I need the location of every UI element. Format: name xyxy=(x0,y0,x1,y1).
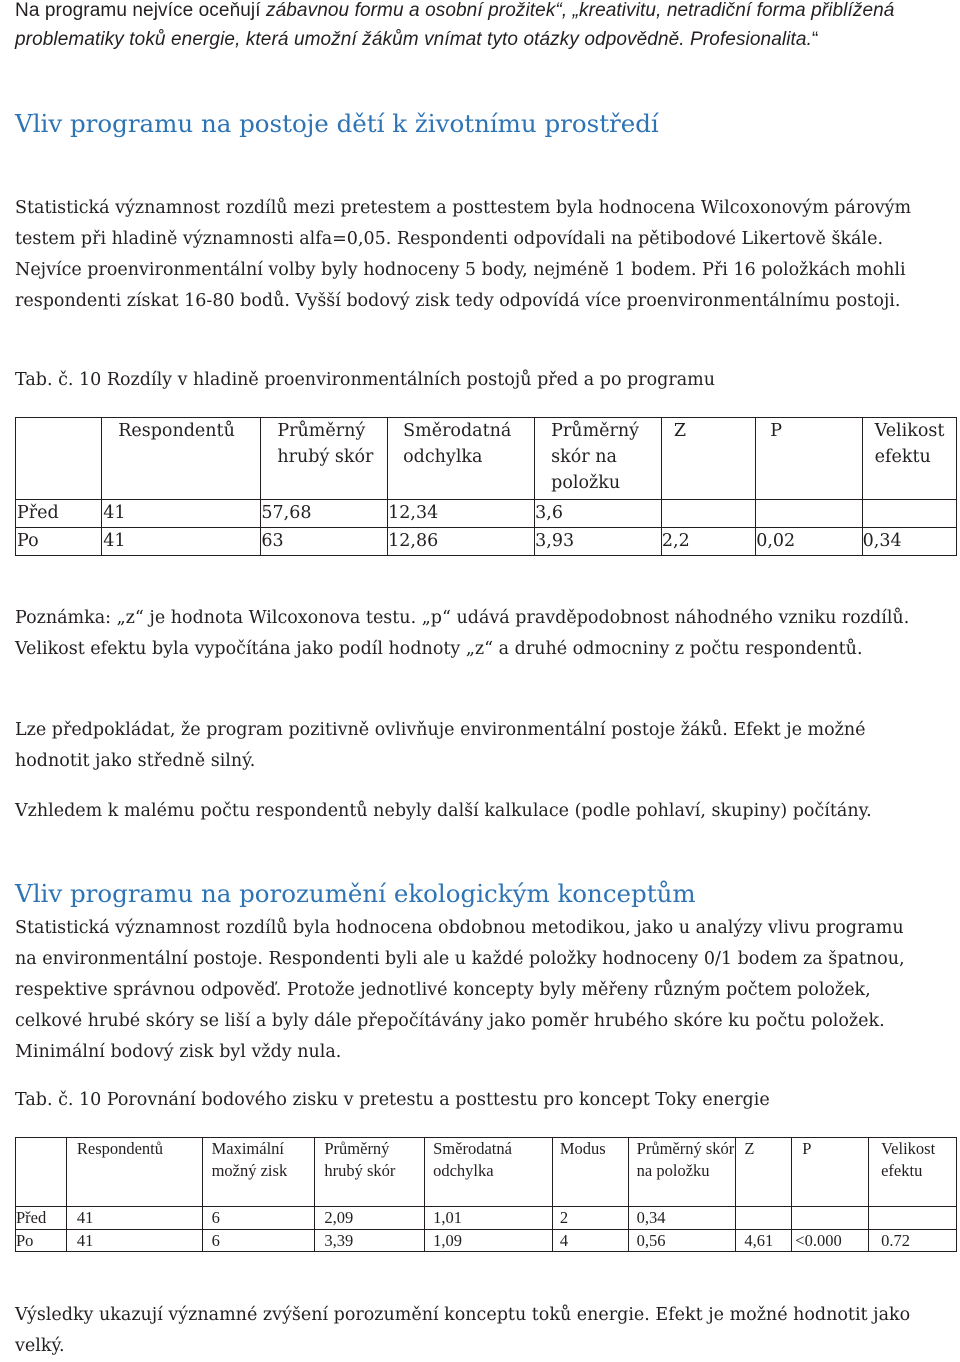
table-cell: 2 xyxy=(552,1207,628,1230)
table-cell: 4,61 xyxy=(736,1229,792,1252)
table-header-cell: Velikost efektu xyxy=(862,418,956,500)
table-cell: 4 xyxy=(552,1229,628,1252)
table-header-cell: Modus xyxy=(552,1138,628,1207)
table-row xyxy=(16,1207,957,1230)
intro-quote: zábavnou formu a osobní prožitek“, „kreativitu, netradiční forma přiblížená problematiky toků energie, která umožní žákům vnímat tyto otázky odpovědně. Profesionalita. xyxy=(15,0,895,50)
table-header-cell xyxy=(16,418,102,500)
table-cell: Po xyxy=(16,528,102,556)
table-cell: <0.000 xyxy=(792,1229,869,1252)
table-cell: 3,93 xyxy=(535,528,662,556)
table-cell xyxy=(862,500,956,528)
section1-paragraph-b: Respondenti odpovídali na pětibodové Likertově škále. Nejvíce proenvironmentální volby byly hodnoceny 5 body, nejméně 1 bodem. Při 16 položkách mohli respondenti získat 16-80 bodů. Vyšší bodový zisk tedy odpovídá více proenvironmentálnímu postoji. xyxy=(15,229,906,311)
table-cell: 0,34 xyxy=(862,528,956,556)
table-cell: 0.72 xyxy=(869,1229,957,1252)
table-cell: 0,34 xyxy=(628,1207,736,1230)
section1-conclusion: Lze předpokládat, že program pozitivně ovlivňuje environmentální postoje žáků. Efekt je možné hodnotit jako středně silný. xyxy=(15,720,866,771)
table-cell: 0,56 xyxy=(628,1229,736,1252)
table-cell xyxy=(756,500,862,528)
table-header-cell xyxy=(16,1138,67,1207)
table-cell: 41 xyxy=(102,500,261,528)
table-cell: Po xyxy=(16,1229,67,1252)
table-cell: 0,02 xyxy=(756,528,862,556)
section-heading-concepts: Vliv programu na porozumění ekologickým konceptům xyxy=(15,879,696,908)
table-header-cell: P xyxy=(756,418,862,500)
concepts-table xyxy=(15,1137,957,1252)
section1-note-calculations: Vzhledem k malému počtu respondentů nebyly další kalkulace (podle pohlaví, skupiny) počítány. xyxy=(15,801,872,821)
table-header-cell: Průměrný hrubý skór xyxy=(261,418,388,500)
table-cell: 3,6 xyxy=(535,500,662,528)
table-cell: 2,2 xyxy=(661,528,755,556)
section1-paragraph-a: Statistická významnost rozdílů mezi pretestem a posttestem byla hodnocena Wilcoxonovým párovým testem při hladině významnosti alfa=0,05. xyxy=(15,198,912,249)
table1-note: Poznámka: „z“ je hodnota Wilcoxonova testu. „p“ udává pravděpodobnost náhodného vzniku rozdílů. Velikost efektu byla vypočítána jako podíl hodnoty „z“ a druhé odmocniny z počtu respondentů. xyxy=(15,608,910,659)
section2-paragraph: Statistická významnost rozdílů byla hodnocena obdobnou metodikou, jako u analýzy vlivu programu na environmentální postoje. Respondenti byli ale u každé položky hodnoceny 0/1 bodem za špatnou, respektive správnou odpověď. Protože jednotlivé koncepty byly měřeny různým počtem položek, celkové hrubé skóry se liší a byly dále přepočítávány jako poměr hrubého skóre ku počtu položek. Minimální bodový zisk byl vždy nula. xyxy=(15,918,905,1062)
table-cell: 2,09 xyxy=(315,1207,425,1230)
table-cell: 41 xyxy=(66,1229,202,1252)
table-cell: 63 xyxy=(261,528,388,556)
table-header-cell: P xyxy=(792,1138,869,1207)
table-header-row xyxy=(16,1138,957,1207)
table-cell: 41 xyxy=(102,528,261,556)
table1-caption: Tab. č. 10 Rozdíly v hladině proenvironmentálních postojů před a po programu xyxy=(15,370,716,390)
intro-text: Na programu nejvíce oceňují xyxy=(15,0,266,21)
table-cell xyxy=(736,1207,792,1230)
table-row xyxy=(16,1229,957,1252)
table-header-cell: Maximální možný zisk xyxy=(202,1138,315,1207)
table-header-cell: Směrodatná odchylka xyxy=(388,418,535,500)
table-header-cell: Průměrný skór na položku xyxy=(628,1138,736,1207)
table-cell: 57,68 xyxy=(261,500,388,528)
section2-conclusion: Výsledky ukazují významné zvýšení porozumění konceptu toků energie. Efekt je možné hodnotit jako velký. xyxy=(15,1305,911,1356)
table-cell: 6 xyxy=(202,1207,315,1230)
table-cell: 6 xyxy=(202,1229,315,1252)
table-cell xyxy=(869,1207,957,1230)
table-header-cell: Respondentů xyxy=(66,1138,202,1207)
table-cell: 1,01 xyxy=(425,1207,553,1230)
table-row xyxy=(16,500,957,528)
intro-paragraph xyxy=(15,0,950,54)
table-cell: 3,39 xyxy=(315,1229,425,1252)
section1-paragraph xyxy=(15,193,947,317)
table-header-cell: Směrodatná odchylka xyxy=(425,1138,553,1207)
table-cell: Před xyxy=(16,500,102,528)
table-cell xyxy=(792,1207,869,1230)
table-header-cell: Respondentů xyxy=(102,418,261,500)
table-cell: 41 xyxy=(66,1207,202,1230)
table-header-row xyxy=(16,418,957,500)
table-cell: 1,09 xyxy=(425,1229,553,1252)
section-heading-attitudes: Vliv programu na postoje dětí k životnímu prostředí xyxy=(15,109,659,138)
table-cell: 12,34 xyxy=(388,500,535,528)
table-header-cell: Průměrný hrubý skór xyxy=(315,1138,425,1207)
table-header-cell: Z xyxy=(736,1138,792,1207)
table-cell: 12,86 xyxy=(388,528,535,556)
table-header-cell: Průměrný skór na položku xyxy=(535,418,662,500)
table-header-cell: Z xyxy=(661,418,755,500)
table-header-cell: Velikost efektu xyxy=(869,1138,957,1207)
table-row xyxy=(16,528,957,556)
table-cell xyxy=(661,500,755,528)
table2-caption: Tab. č. 10 Porovnání bodového zisku v pretestu a posttestu pro koncept Toky energie xyxy=(15,1090,770,1110)
intro-quote-end: “ xyxy=(811,29,819,50)
attitudes-table xyxy=(15,417,957,556)
table-cell: Před xyxy=(16,1207,67,1230)
